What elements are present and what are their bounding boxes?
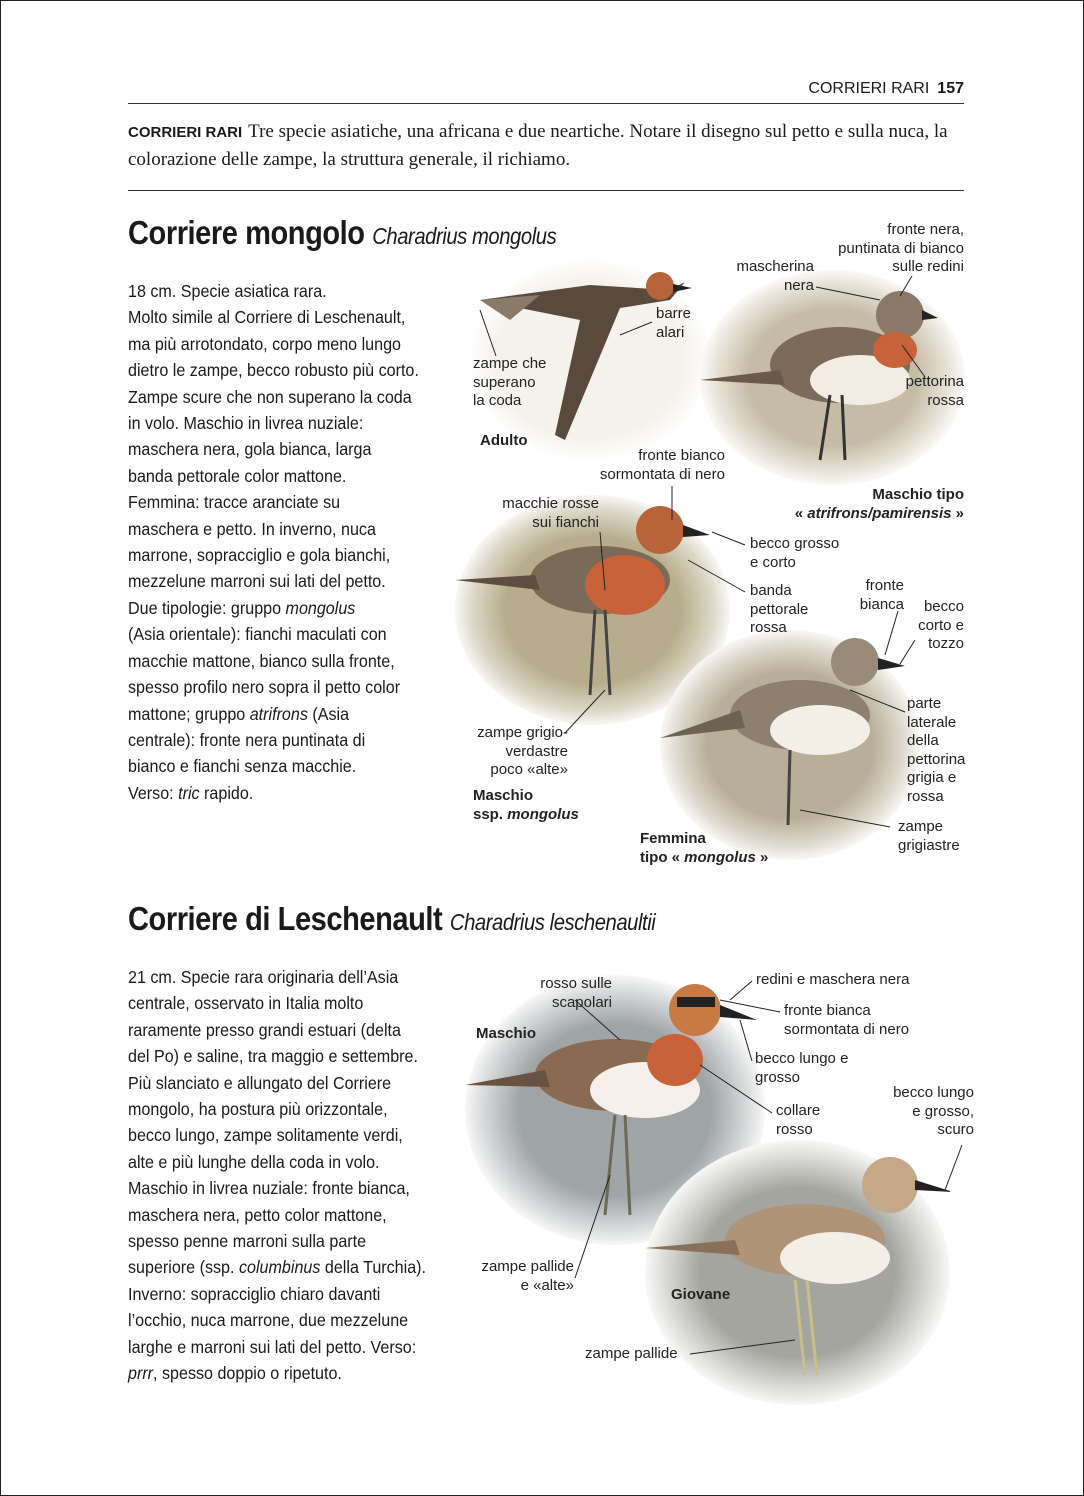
leader-line [565,690,605,733]
label-line: sui fianchi [532,513,599,531]
text-line: raramente presso grandi estuari (delta [128,1019,401,1040]
caption-line: Maschio [473,787,534,804]
text-line: ma più arrotondato, corpo meno lungo [128,333,401,354]
text-line: Più slanciato e allungato del Corriere [128,1072,392,1093]
text-line: maschera nera, petto color mattone, [128,1204,387,1225]
label-line: pettorale [750,600,809,618]
label-line: zampe che [473,355,547,372]
text-line: Maschio in livrea nuziale: fronte bianca, [128,1178,410,1199]
text-run-italic: columbinus [238,1257,321,1278]
text-line: del Po) e saline, tra maggio e settembre. [128,1046,418,1067]
text-run-italic: prrr [128,1363,154,1384]
label-line: laterale [907,713,957,731]
label-line: della [907,732,939,749]
intro-label: CORRIERI RARI [128,124,243,141]
leader-line [720,1000,780,1012]
text-run-italic: tric [178,782,200,803]
leader-line [688,560,745,592]
label-line: sulle redini [892,258,964,275]
caption-maschio: Maschio [476,1025,537,1042]
text-run-italic: atrifrons [249,703,308,724]
label-line: nera [783,276,814,294]
text-line: Zampe scure che non superano la coda [128,386,412,407]
label-line: verdastre [505,742,568,760]
label-line: rossa [750,619,787,636]
text-line: becco lungo, zampe solitamente verdi, [128,1125,403,1146]
caption-text: tipo « [640,848,685,866]
text-run: superiore (ssp. [128,1257,239,1278]
text-line: dietro le zampe, becco robusto più corto. [128,360,419,381]
label-line: e grosso, [912,1102,974,1120]
leader-line [902,345,925,377]
label-line: becco lungo e [755,1050,849,1067]
leader-line [885,611,898,655]
label-line: banda [750,582,792,599]
intro-text: Tre specie asiatiche, una africana e due neartiche. Notare il disegno sul petto e sulla nuca, la colorazione delle zampe, la struttura generale, il richiamo. [128,121,948,170]
text-line: banda pettorale color mattone. [128,465,347,486]
text-line: mongolo, ha postura più orizzontale, [128,1099,388,1120]
label-line: sormontata di nero [784,1020,910,1038]
label-line: macchie rosse [502,495,599,512]
header-section: CORRIERI RARI [808,80,930,97]
text-run: della Turchia). [320,1257,427,1278]
leader-line [575,1175,610,1278]
label-line: mascherina [736,258,814,275]
text-run: Verso: [128,782,179,803]
leader-line [900,276,912,296]
leader-line [900,640,915,664]
text-line: alte e più lunghe della coda in volo. [128,1151,380,1172]
label-line: fronte [865,577,904,594]
label-line: rossa [927,391,964,409]
text-line: centrale, osservato in Italia molto [128,993,364,1014]
leader-line [816,287,880,300]
label-line: scuro [937,1121,974,1138]
label-line: zampe [898,818,944,835]
caption-line: Maschio tipo [872,486,964,503]
caption-adulto: Adulto [480,432,528,449]
caption-text: ssp. [473,805,508,823]
label-redini: redini e maschera nera [756,971,910,988]
text-line: in volo. Maschio in livrea nuziale: [128,413,364,434]
label-line: pettorina [907,750,966,768]
text-line: centrale): fronte nera puntinata di [128,729,366,750]
label-line: grigia e [907,769,957,786]
species2-latin: Charadrius leschenaultii [449,909,656,935]
text-run: , spesso doppio o ripetuto. [153,1363,342,1384]
caption-giovane: Giovane [671,1286,731,1303]
text-line: l’occhio, nuca marrone, due mezzelune [128,1310,409,1331]
label-line: becco lungo [893,1084,974,1101]
label-line: fronte bianca [784,1002,871,1019]
label-line: superano [473,373,536,391]
label-line: e corto [750,553,796,571]
label-line: parte [907,695,942,712]
text-line: maschera nera, gola bianca, larga [128,439,372,460]
label-line: fronte nera, [887,221,964,238]
label-line: puntinata di bianco [838,239,964,257]
text-run: Due tipologie: gruppo [128,597,286,618]
leader-line [620,322,652,335]
label-line: rosso sulle [540,975,612,992]
leader-line [480,310,496,356]
text-line: mezzelune marroni sui lati del petto. [128,571,386,592]
text-line: maschera e petto. In inverno, nuca [128,518,376,539]
caption-line: Femmina [640,830,706,847]
text-line: 21 cm. Specie rara originaria dell’Asia [128,967,399,987]
text-line: marrone, sopracciglio e gola bianchi, [128,545,391,566]
label-line: barre [656,305,692,322]
label-line: collare [776,1102,821,1119]
text-run: (Asia [307,703,350,724]
leader-line [575,1000,620,1040]
leader-line [600,532,605,590]
label-line: zampe pallide [481,1258,574,1275]
label-line: becco [923,598,964,615]
label-line: sormontata di nero [599,465,725,483]
label-line: zampe grigio- [477,724,568,741]
leader-line [712,532,745,545]
caption-italic: mongolus [684,848,756,866]
text-line: 18 cm. Specie asiatica rara. [128,281,327,301]
leader-line [700,1065,772,1113]
text-line: spesso penne marroni sulla parte [128,1231,367,1252]
text-line: spesso profilo nero sopra il petto color [128,677,401,698]
text-run-italic: mongolus [285,597,356,618]
text-line: Femmina: tracce aranciate su [128,492,341,513]
leader-line [730,981,752,1000]
label-line: grosso [755,1068,801,1086]
label-zampe-pallide: zampe pallide [585,1345,678,1362]
caption-italic: atrifrons/pamirensis [807,504,952,522]
label-line: rosso [776,1120,813,1138]
leader-line [740,1020,752,1061]
species2-name: Corriere di Leschenault [128,900,443,937]
leader-line [800,810,890,827]
page-number: 157 [937,80,964,97]
label-line: e «alte» [520,1276,574,1294]
label-line: grigiastre [898,836,960,854]
species1-latin: Charadrius mongolus [372,223,557,249]
caption-line: « atrifrons/pamirensis » [794,504,964,522]
label-line: becco grosso [750,535,840,552]
caption-italic: mongolus [507,805,579,823]
label-line: rossa [907,787,944,805]
label-line: fronte bianco [638,447,725,464]
text-line: (Asia orientale): fianchi maculati con [128,624,387,645]
label-line: pettorina [905,373,964,390]
label-line: la coda [473,392,522,409]
label-line: poco «alte» [490,761,568,778]
leader-line [690,1340,795,1354]
label-line: alari [656,323,685,341]
text-line: larghe e marroni sui lati del petto. Verso: [128,1336,417,1357]
text-line: macchie mattone, bianco sulla fronte, [128,650,395,671]
text-line: Molto simile al Corriere di Leschenault, [128,307,406,328]
label-line: corto e [918,616,964,634]
caption-text: » [755,848,769,866]
text-run: mattone; gruppo [128,703,250,724]
species1-name: Corriere mongolo [128,214,365,251]
text-run: rapido. [199,782,254,803]
leader-line [850,690,905,712]
label-line: tozzo [928,635,964,652]
text-line: Inverno: sopracciglio chiaro davanti [128,1283,381,1304]
leader-line [945,1145,962,1190]
label-line: bianca [859,595,904,613]
label-line: scapolari [551,993,612,1011]
text-line: bianco e fianchi senza macchie. [128,756,357,777]
